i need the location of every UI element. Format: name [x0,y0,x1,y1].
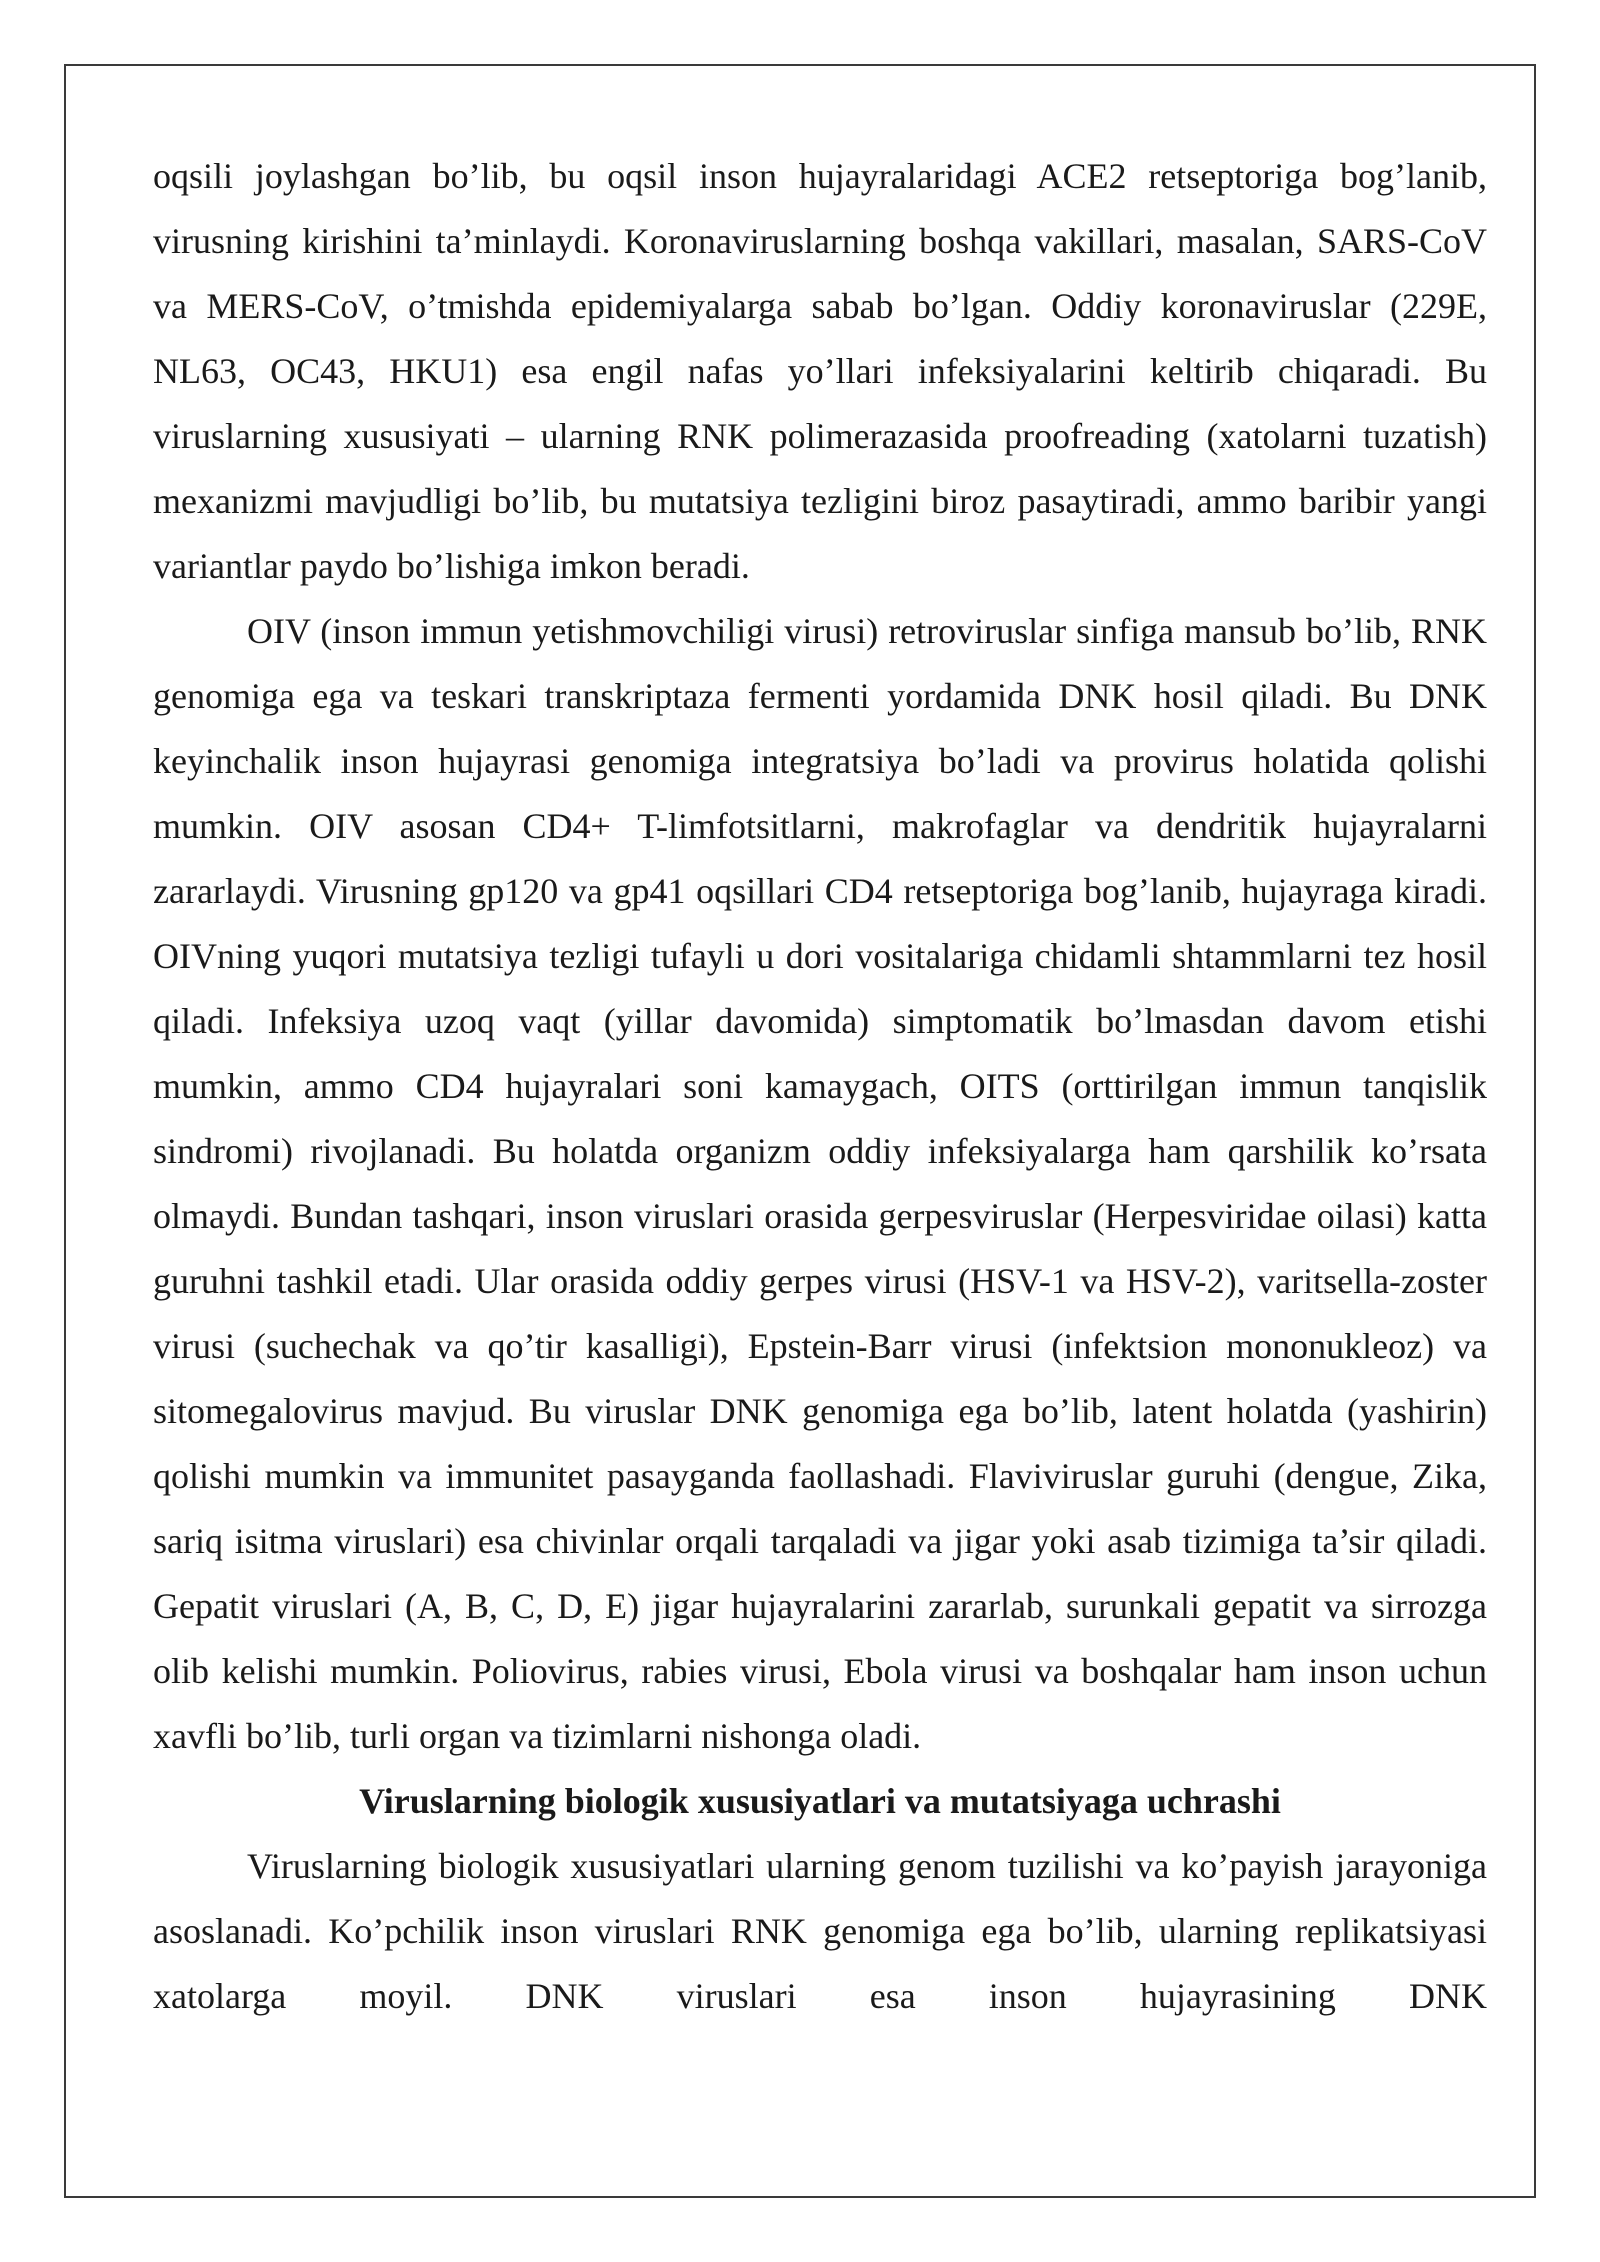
section-heading: Viruslarning biologik xususiyatlari va mutatsiyaga uchrashi [359,1781,1281,1821]
paragraph-biologik: Viruslarning biologik xususiyatlari ularning genom tuzilishi va ko’payish jarayoniga asoslanadi. Ko’pchilik inson viruslari RNK genomiga ega bo’lib, ularning replikatsiyasi xatolarga moyil. DNK viruslari esa inson hujayrasining DNK [153,1846,1487,2016]
document-body [153,144,1487,2029]
paragraph-continuation: oqsili joylashgan bo’lib, bu oqsil inson hujayralaridagi ACE2 retseptoriga bog’lanib, virusning kirishini ta’minlaydi. Koronaviruslarning boshqa vakillari, masalan, SARS-CoV va MERS-CoV, o’tmishda epidemiyalarga sabab bo’lgan. Oddiy koronaviruslar (229E, NL63, OC43, HKU1) esa engil nafas yo’llari infeksiyalarini keltirib chiqaradi. Bu viruslarning xususiyati – ularning RNK polimerazasida proofreading (xatolarni tuzatish) mexanizmi mavjudligi bo’lib, bu mutatsiya tezligini biroz pasaytiradi, ammo baribir yangi variantlar paydo bo’lishiga imkon beradi. [153,156,1487,586]
paragraph-oiv: OIV (inson immun yetishmovchiligi virusi) retroviruslar sinfiga mansub bo’lib, RNK genomiga ega va teskari transkriptaza fermenti yordamida DNK hosil qiladi. Bu DNK keyinchalik inson hujayrasi genomiga integratsiya bo’ladi va provirus holatida qolishi mumkin. OIV asosan CD4+ T-limfotsitlarni, makrofaglar va dendritik hujayralarni zararlaydi. Virusning gp120 va gp41 oqsillari CD4 retseptoriga bog’lanib, hujayraga kiradi. OIVning yuqori mutatsiya tezligi tufayli u dori vositalariga chidamli shtammlarni tez hosil qiladi. Infeksiya uzoq vaqt (yillar davomida) simptomatik bo’lmasdan davom etishi mumkin, ammo CD4 hujayralari soni kamaygach, OITS (orttirilgan immun tanqislik sindromi) rivojlanadi. Bu holatda organizm oddiy infeksiyalarga ham qarshilik ko’rsata olmaydi. Bundan tashqari, inson viruslari orasida gerpesviruslar (Herpesviridae oilasi) katta guruhni tashkil etadi. Ular orasida oddiy gerpes virusi (HSV-1 va HSV-2), varitsella-zoster virusi (suchechak va qo’tir kasalligi), Epstein-Barr virusi (infektsion mononukleoz) va sitomegalovirus mavjud. Bu viruslar DNK genomiga ega bo’lib, latent holatda (yashirin) qolishi mumkin va immunitet pasayganda faollashadi. Flaviviruslar guruhi (dengue, Zika, sariq isitma viruslari) esa chivinlar orqali tarqaladi va jigar yoki asab tizimiga ta’sir qiladi. Gepatit viruslari (A, B, C, D, E) jigar hujayralarini zararlab, surunkali gepatit va sirrozga olib kelishi mumkin. Poliovirus, rabies virusi, Ebola virusi va boshqalar ham inson uchun xavfli bo’lib, turli organ va tizimlarni nishonga oladi. [153,611,1487,1756]
